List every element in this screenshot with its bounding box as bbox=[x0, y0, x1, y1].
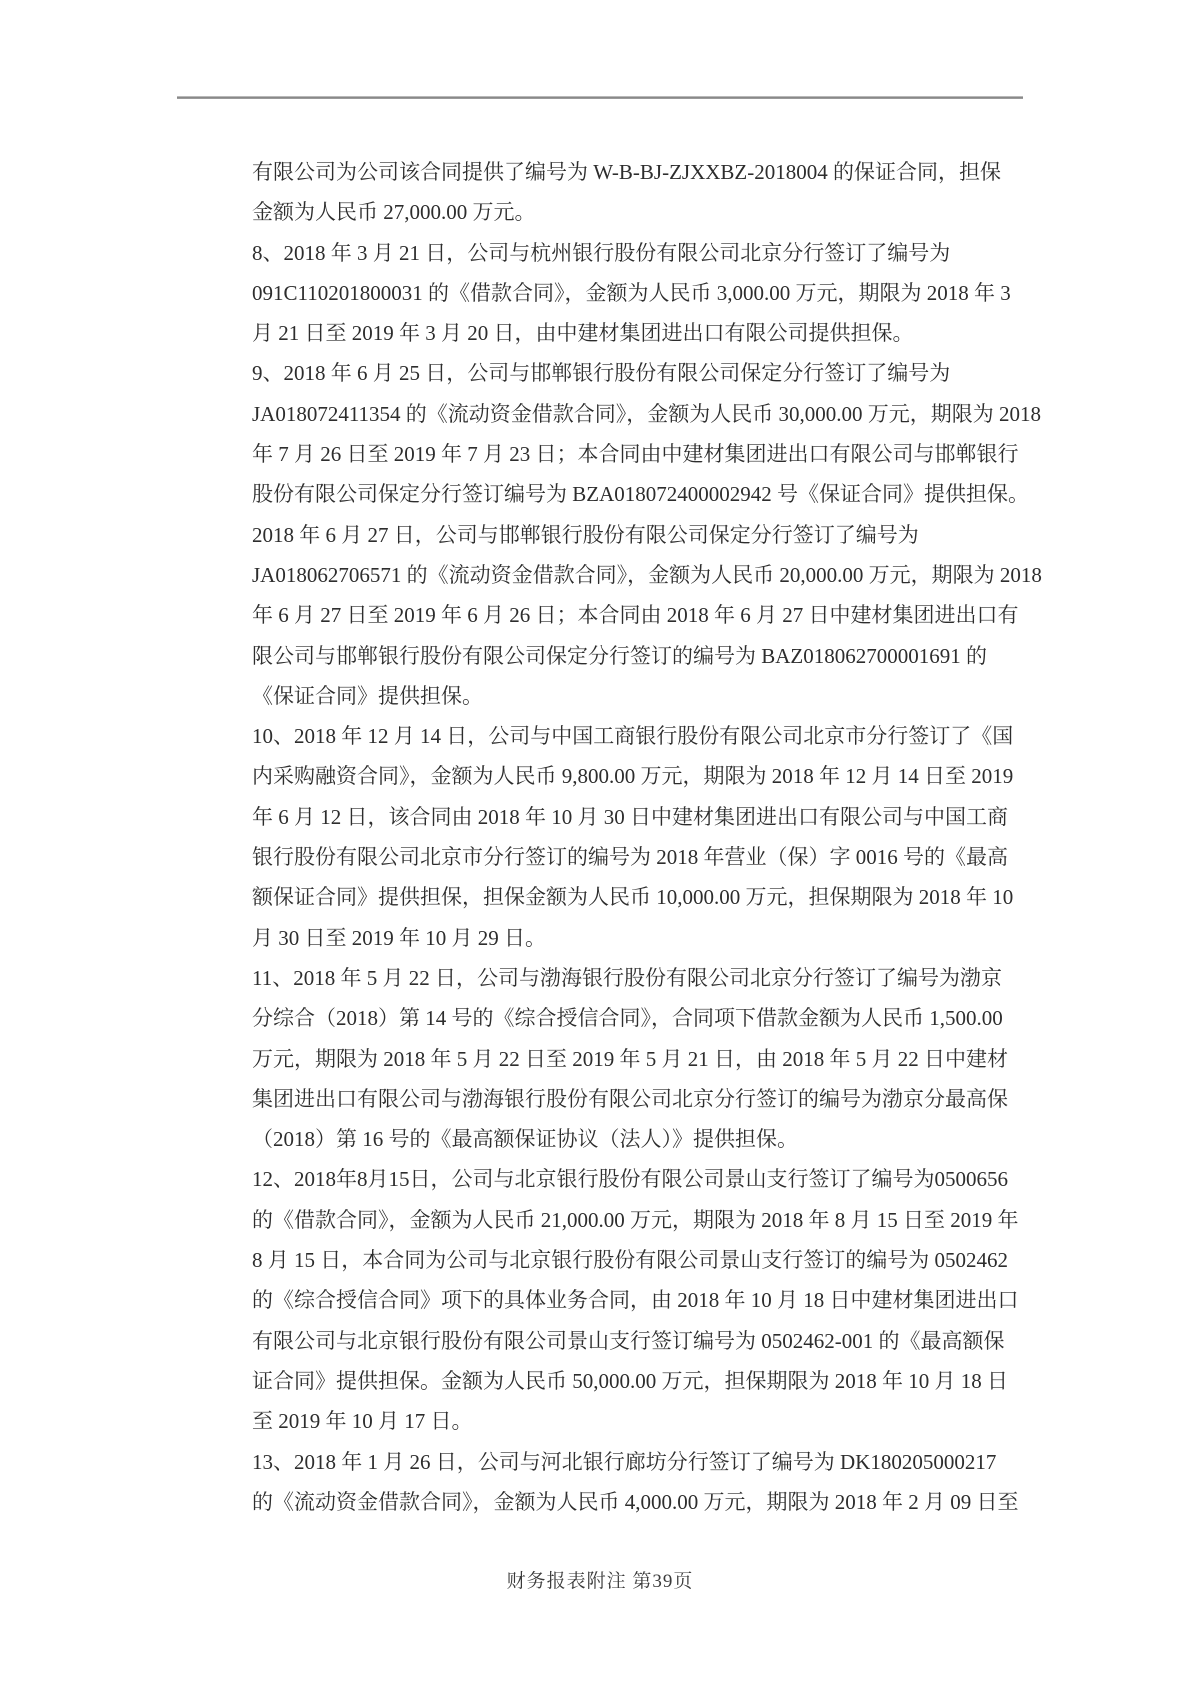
body-line: 有限公司与北京银行股份有限公司景山支行签订编号为 0502462-001 的《最高额保 bbox=[252, 1328, 1005, 1353]
body-line: JA018062706571 的《流动资金借款合同》，金额为人民币 20,000.00 万元，期限为 2018 bbox=[252, 562, 1042, 587]
body-line: 9、2018 年 6 月 25 日，公司与邯郸银行股份有限公司保定分行签订了编号为 bbox=[252, 361, 951, 386]
body-line: （2018）第 16 号的《最高额保证协议（法人）》提供担保。 bbox=[252, 1127, 798, 1152]
body-line: 月 21 日至 2019 年 3 月 20 日，由中建材集团进出口有限公司提供担保。 bbox=[252, 321, 914, 346]
body-line: 8 月 15 日，本合同为公司与北京银行股份有限公司景山支行签订的编号为 0502462 bbox=[252, 1248, 1008, 1273]
body-line: 额保证合同》提供担保，担保金额为人民币 10,000.00 万元，担保期限为 2018 年 10 bbox=[252, 885, 1014, 910]
body-line: 的《流动资金借款合同》，金额为人民币 4,000.00 万元，期限为 2018 年 2 月 09 日至 bbox=[252, 1489, 1019, 1514]
header-rule bbox=[177, 96, 1023, 99]
body-line: 股份有限公司保定分行签订编号为 BZA018072400002942 号《保证合同》提供担保。 bbox=[252, 482, 1029, 507]
body-line: 分综合（2018）第 14 号的《综合授信合同》，合同项下借款金额为人民币 1,500.00 bbox=[252, 1006, 1003, 1031]
body-line: 8、2018 年 3 月 21 日，公司与杭州银行股份有限公司北京分行签订了编号为 bbox=[252, 240, 951, 265]
body-line: 月 30 日至 2019 年 10 月 29 日。 bbox=[252, 925, 546, 950]
body-line: JA018072411354 的《流动资金借款合同》，金额为人民币 30,000.00 万元，期限为 2018 bbox=[252, 401, 1042, 426]
body-line: 有限公司为公司该合同提供了编号为 W-B-BJ-ZJXXBZ-2018004 的保证合同，担保 bbox=[252, 160, 1001, 184]
body-line: 限公司与邯郸银行股份有限公司保定分行签订的编号为 BAZ018062700001691 的 bbox=[252, 643, 987, 668]
body-line: 《保证合同》提供担保。 bbox=[252, 683, 483, 708]
body-line: 证合同》提供担保。金额为人民币 50,000.00 万元，担保期限为 2018 年 10 月 18 日 bbox=[252, 1368, 1008, 1393]
document-body bbox=[252, 152, 1042, 1522]
page-footer: 财务报表附注 第39页 bbox=[506, 1571, 694, 1592]
body-line: 2018 年 6 月 27 日，公司与邯郸银行股份有限公司保定分行签订了编号为 bbox=[252, 522, 919, 547]
body-line: 11、2018 年 5 月 22 日，公司与渤海银行股份有限公司北京分行签订了编号为渤京 bbox=[252, 965, 1002, 990]
body-line: 内采购融资合同》，金额为人民币 9,800.00 万元，期限为 2018 年 12 月 14 日至 2019 bbox=[252, 764, 1014, 789]
body-line: 集团进出口有限公司与渤海银行股份有限公司北京分行签订的编号为渤京分最高保 bbox=[252, 1086, 1008, 1111]
body-line: 万元，期限为 2018 年 5 月 22 日至 2019 年 5 月 21 日，由 2018 年 5 月 22 日中建材 bbox=[252, 1046, 1008, 1071]
body-line: 12、2018年8月15日，公司与北京银行股份有限公司景山支行签订了编号为0500656 bbox=[252, 1167, 1008, 1192]
body-line: 10、2018 年 12 月 14 日，公司与中国工商银行股份有限公司北京市分行签订了《国 bbox=[252, 724, 1014, 749]
body-line: 年 6 月 27 日至 2019 年 6 月 26 日；本合同由 2018 年 6 月 27 日中建材集团进出口有 bbox=[252, 603, 1019, 628]
body-line: 年 7 月 26 日至 2019 年 7 月 23 日；本合同由中建材集团进出口有限公司与邯郸银行 bbox=[252, 442, 1019, 467]
body-line: 13、2018 年 1 月 26 日，公司与河北银行廊坊分行签订了编号为 DK180205000217 bbox=[252, 1449, 997, 1474]
body-line: 的《综合授信合同》项下的具体业务合同，由 2018 年 10 月 18 日中建材集团进出口 bbox=[252, 1288, 1019, 1313]
body-line: 091C110201800031 的《借款合同》，金额为人民币 3,000.00 万元，期限为 2018 年 3 bbox=[252, 280, 1011, 305]
body-line: 年 6 月 12 日，该合同由 2018 年 10 月 30 日中建材集团进出口有限公司与中国工商 bbox=[252, 804, 1008, 829]
body-line: 至 2019 年 10 月 17 日。 bbox=[252, 1409, 473, 1434]
body-line: 的《借款合同》，金额为人民币 21,000.00 万元，期限为 2018 年 8 月 15 日至 2019 年 bbox=[252, 1207, 1019, 1232]
body-line: 银行股份有限公司北京市分行签订的编号为 2018 年营业（保）字 0016 号的《最高 bbox=[252, 845, 1008, 870]
body-line: 金额为人民币 27,000.00 万元。 bbox=[252, 200, 536, 225]
